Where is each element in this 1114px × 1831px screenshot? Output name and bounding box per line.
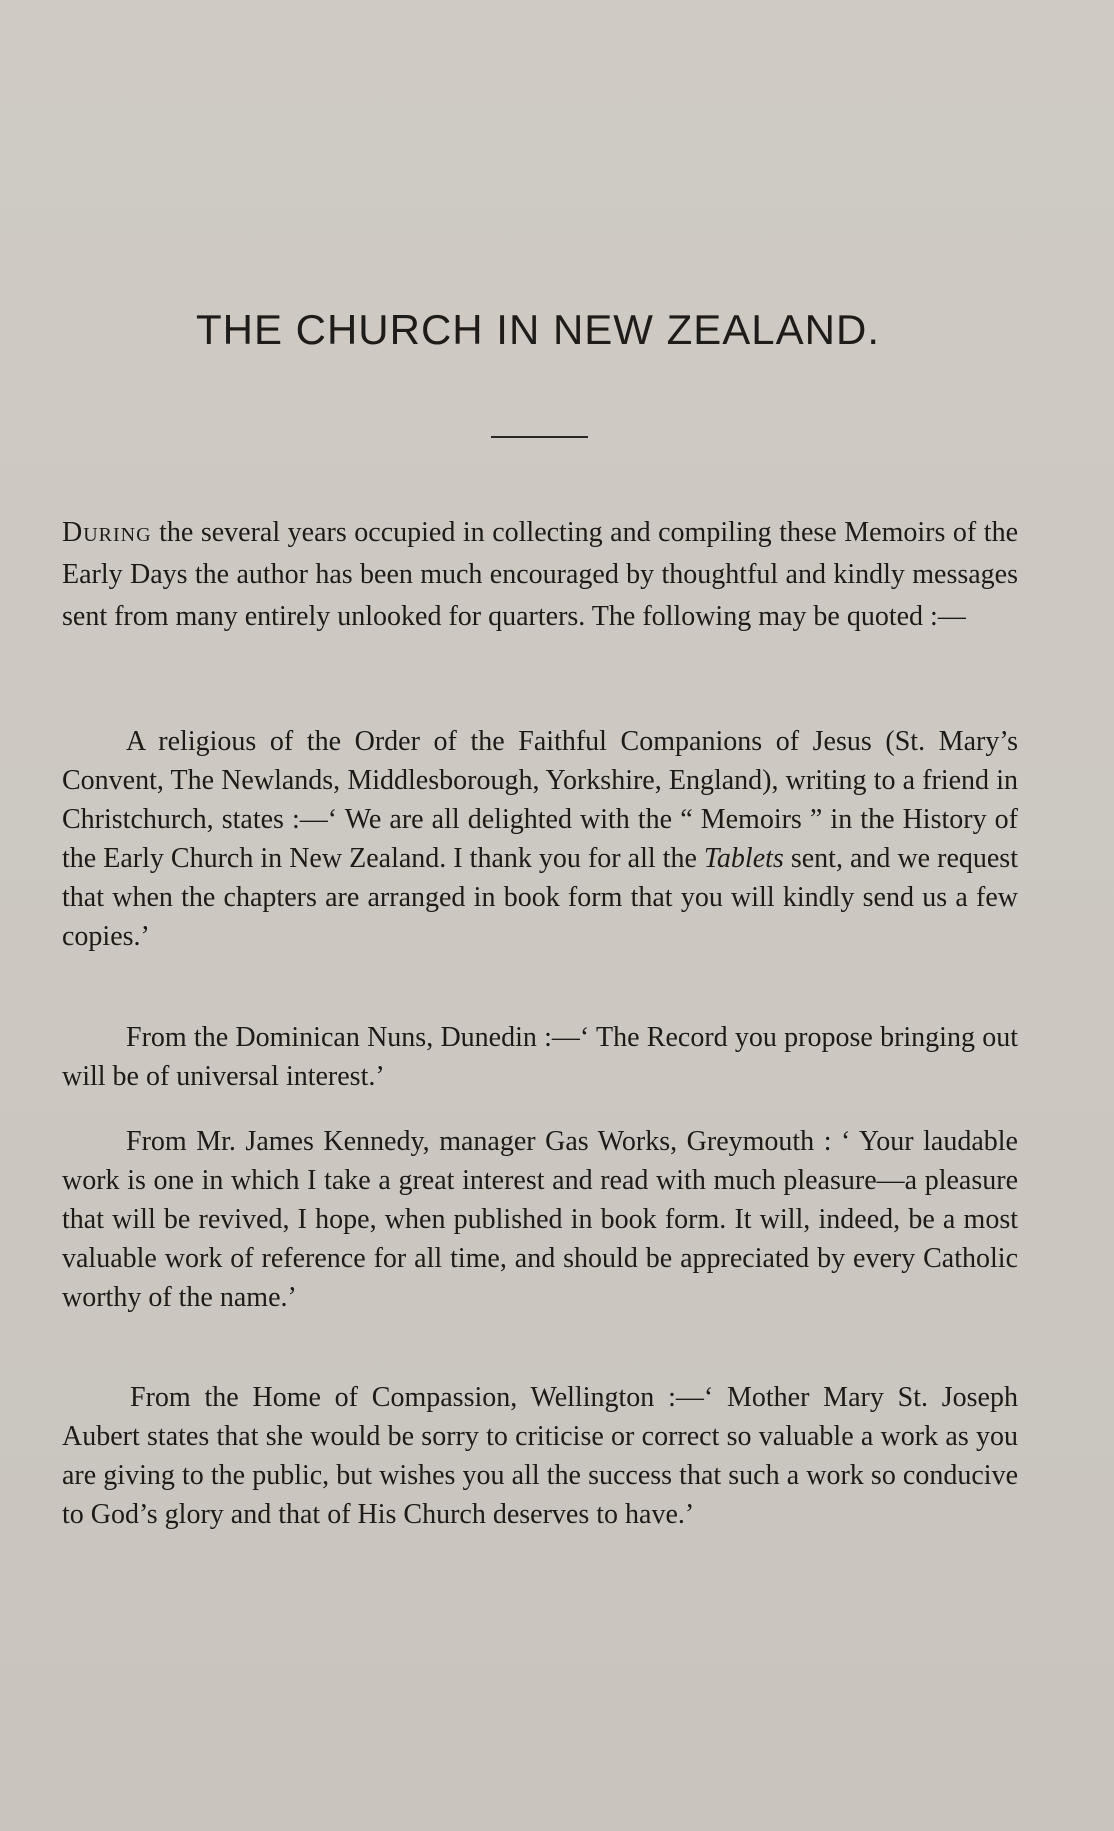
- intro-text: the several years occupied in collecting and compiling these Memoirs of the Early Days the author has been much encouraged by thoughtful and kindly messages sent from many entirely unlooked for quarters. The following may be quoted :—: [62, 517, 1018, 632]
- intro-lead-word: During: [62, 517, 152, 548]
- page-title: THE CHURCH IN NEW ZEALAND.: [195, 306, 881, 353]
- quote-1-text-after: sent, and we request that when the chapters are arranged in book form that you will kindly send us a few copies.’: [62, 843, 1018, 952]
- quote-1-text-before: A religious of the Order of the Faithful Companions of Jesus (St. Mary’s Convent, The Newlands, Middlesborough, Yorkshire, England), writing to a friend in Christchurch, states :—‘ We are all delighted with the “ Memoirs ” in the History of the Early Church in New Zealand. I thank you for all the: [62, 726, 1018, 874]
- quote-1-italic-tablets: Tablets: [703, 843, 784, 874]
- quote-paragraph-home-of-compassion: From the Home of Compassion, Wellington :—‘ Mother Mary St. Joseph Aubert states that she would be sorry to criticise or correct so valuable a work as you are giving to the public, but wishes you all the success that such a work so conducive to God’s glory and that of His Church deserves to have.’: [62, 1382, 1018, 1530]
- quote-paragraph-james-kennedy: From Mr. James Kennedy, manager Gas Works, Greymouth : ‘ Your laudable work is one in which I take a great interest and read with much pleasure—a pleasure that will be revived, I hope, when published in book form. It will, indeed, be a most valuable work of reference for all time, and should be appreciated by every Catholic worthy of the name.’: [62, 1126, 1018, 1313]
- intro-paragraph: [62, 512, 1018, 638]
- quote-paragraph-faithful-companions: [62, 722, 1018, 956]
- title-divider: [491, 436, 588, 438]
- quote-paragraph-dominican-nuns: From the Dominican Nuns, Dunedin :—‘ The Record you propose bringing out will be of universal interest.’: [62, 1022, 1018, 1092]
